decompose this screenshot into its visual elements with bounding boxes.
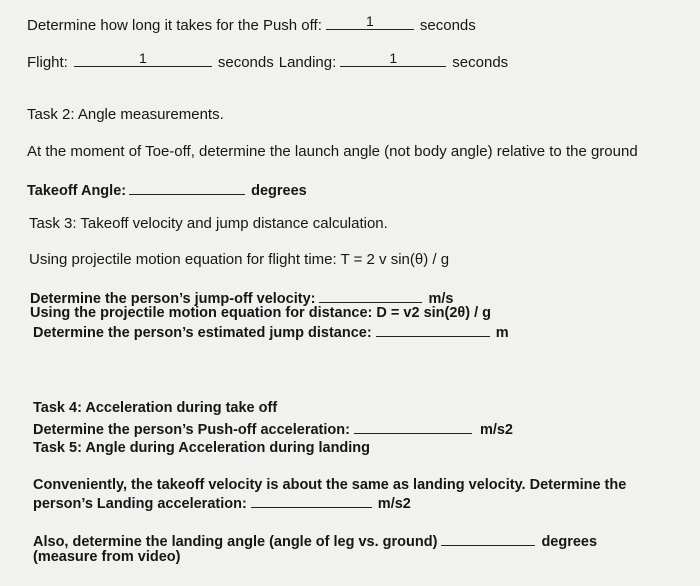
flight-landing-line bbox=[27, 52, 508, 72]
push-off-answer-field[interactable] bbox=[326, 15, 414, 30]
velocity-label: Determine the person’s jump-off velocity: bbox=[30, 291, 316, 307]
flight-unit: seconds bbox=[217, 54, 274, 71]
flight-answer-value: 1 bbox=[138, 50, 147, 66]
flight-label: Flight: bbox=[27, 54, 68, 71]
landing-accel-unit: m/s2 bbox=[377, 496, 411, 512]
velocity-unit: m/s bbox=[428, 291, 454, 307]
landing-angle-unit: degrees bbox=[541, 534, 598, 550]
takeoff-angle-label: Takeoff Angle: bbox=[27, 183, 127, 199]
takeoff-angle-unit: degrees bbox=[251, 183, 307, 199]
distance-unit: m bbox=[495, 325, 509, 341]
landing-accel-field[interactable] bbox=[251, 493, 372, 508]
distance-answer-field[interactable] bbox=[376, 322, 490, 337]
landing-angle-note: (measure from video) bbox=[33, 549, 181, 565]
task2-title: Task 2: Angle measurements. bbox=[27, 106, 224, 123]
task4-title: Task 4: Acceleration during take off bbox=[33, 400, 278, 416]
task2-instruction: At the moment of Toe-off, determine the launch angle (not body angle) relative to the ground bbox=[27, 143, 638, 160]
task3-formula-line: Using projectile motion equation for flight time: T = 2 v sin(θ) / g bbox=[29, 251, 450, 268]
landing-accel-line bbox=[33, 493, 411, 513]
landing-answer-field[interactable] bbox=[340, 52, 446, 67]
landing-angle-label: Also, determine the landing angle (angle of leg vs. ground) bbox=[33, 534, 438, 550]
flight-answer-field[interactable] bbox=[74, 52, 212, 67]
landing-label: Landing: bbox=[278, 54, 337, 71]
push-off-prompt: Determine how long it takes for the Push off: bbox=[27, 17, 322, 34]
accel-label: Determine the person’s Push-off acceleration: bbox=[33, 422, 350, 438]
push-off-answer-value: 1 bbox=[365, 13, 374, 29]
task3-title: Task 3: Takeoff velocity and jump distance calculation. bbox=[29, 215, 388, 232]
landing-unit: seconds bbox=[452, 54, 509, 71]
distance-formula: Using the projectile motion equation for distance: D = v2 sin(2θ) / g bbox=[30, 305, 492, 321]
push-off-line bbox=[27, 15, 476, 35]
distance-label: Determine the person’s estimated jump distance: bbox=[33, 325, 372, 341]
takeoff-angle-line bbox=[27, 180, 307, 200]
landing-answer-value: 1 bbox=[389, 50, 398, 66]
landing-accel-label: person’s Landing acceleration: bbox=[33, 496, 247, 512]
takeoff-angle-field[interactable] bbox=[129, 180, 245, 195]
task5-title: Task 5: Angle during Acceleration during landing bbox=[33, 440, 371, 456]
accel-answer-field[interactable] bbox=[354, 419, 472, 434]
accel-line bbox=[33, 419, 513, 439]
task5-paragraph-line1: Conveniently, the takeoff velocity is about the same as landing velocity. Determine the bbox=[33, 477, 627, 493]
landing-angle-field[interactable] bbox=[441, 531, 535, 546]
distance-line bbox=[33, 322, 509, 342]
accel-unit: m/s2 bbox=[479, 422, 513, 438]
push-off-unit: seconds bbox=[419, 17, 476, 34]
velocity-answer-field[interactable] bbox=[319, 288, 422, 303]
